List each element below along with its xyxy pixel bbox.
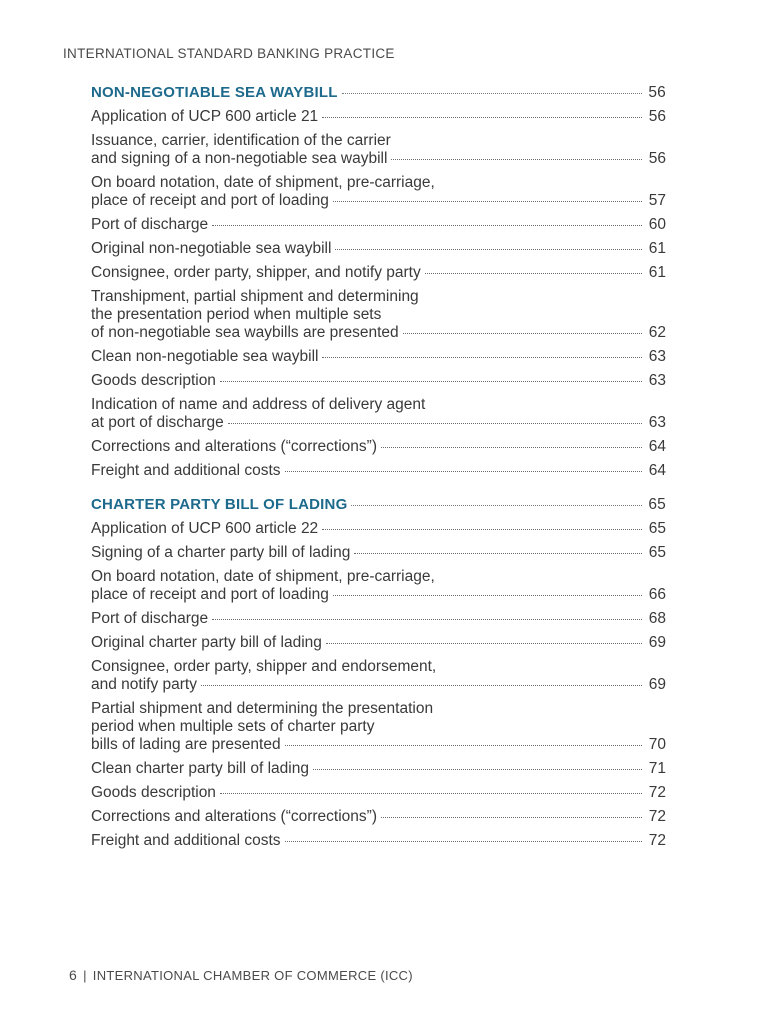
toc-entry [91,240,666,258]
toc-entry-text: Consignee, order party, shipper, and notify party [91,264,421,281]
toc-entry-text: and notify party [91,676,197,693]
toc-entry-text: Issuance, carrier, identification of the carrier [91,132,391,149]
toc-entry [91,760,666,778]
toc-page-number: 68 [648,610,666,627]
toc-entry-text: Signing of a charter party bill of lading [91,544,351,561]
toc-entry-text: Indication of name and address of delivery agent [91,396,426,413]
toc-entry-text: Application of UCP 600 article 21 [91,108,319,125]
toc-entry [91,264,666,282]
toc-entry [91,132,666,168]
toc-entry-text: Partial shipment and determining the presentation [91,700,434,717]
toc-entry-line [91,462,666,480]
toc-page-number: 61 [648,240,666,257]
toc-page-number: 63 [648,348,666,365]
dot-leader [354,553,642,554]
toc-entry-text: Application of UCP 600 article 22 [91,520,319,537]
toc-page-number: 70 [648,736,666,753]
running-header: INTERNATIONAL STANDARD BANKING PRACTICE [63,46,395,61]
toc-entry-line [91,240,666,258]
toc-page-number: 60 [648,216,666,233]
toc-page-number: 56 [648,84,666,101]
dot-leader [351,505,642,506]
toc-entry [91,108,666,126]
dot-leader [285,841,642,842]
toc-entry [91,568,666,604]
dot-leader [212,619,642,620]
toc-page-number: 63 [648,414,666,431]
toc-entry-text: the presentation period when multiple sets [91,306,382,323]
toc-entry [91,216,666,234]
toc-entry-text: Freight and additional costs [91,832,281,849]
toc-entry-text: Goods description [91,784,216,801]
dot-leader [201,685,642,686]
toc-page-number: 56 [648,150,666,167]
toc-entry-text: Transhipment, partial shipment and determining [91,288,419,305]
dot-leader [313,769,642,770]
toc-entry-line [91,108,666,126]
toc-entry [91,832,666,850]
dot-leader [335,249,642,250]
toc-entry [91,372,666,390]
toc-page-number: 69 [648,634,666,651]
toc-entry-text: at port of discharge [91,414,224,431]
toc-entry-text: Port of discharge [91,610,209,627]
dot-leader [403,333,642,334]
dot-leader [322,357,642,358]
toc-entry-text: and signing of a non-negotiable sea waybill [91,150,388,167]
toc-entry-text: On board notation, date of shipment, pre-carriage, [91,568,435,585]
toc-entry-line [91,150,666,168]
toc-entry-line [91,676,666,694]
toc-entry-text: period when multiple sets of charter party [91,718,375,735]
dot-leader [391,159,642,160]
toc-entry-text: Goods description [91,372,216,389]
toc-entry [91,658,666,694]
dot-leader [425,273,642,274]
toc-entry-text: NON-NEGOTIABLE SEA WAYBILL [91,84,338,101]
toc-page-number: 64 [648,462,666,479]
toc-entry-line [91,634,666,652]
toc-entry [91,544,666,562]
page-footer [69,967,413,983]
toc-entry-line [91,760,666,778]
footer-publisher: INTERNATIONAL CHAMBER OF COMMERCE (ICC) [92,968,413,983]
toc-entry-text: place of receipt and port of loading [91,192,329,209]
toc-page-number: 62 [648,324,666,341]
toc-entry-line [91,610,666,628]
toc-entry-line [91,216,666,234]
toc-entry-text: place of receipt and port of loading [91,586,329,603]
toc-entry [91,438,666,456]
dot-leader [333,595,642,596]
toc-entry-text: On board notation, date of shipment, pre-carriage, [91,174,435,191]
toc-entry-text: Original charter party bill of lading [91,634,322,651]
footer-separator: | [83,968,87,983]
toc-page-number: 57 [648,192,666,209]
toc-entry-text: Freight and additional costs [91,462,281,479]
toc-entry-line [91,586,666,604]
toc-page-number: 61 [648,264,666,281]
dot-leader [220,381,642,382]
table-of-contents [91,84,666,856]
toc-entry-text: Consignee, order party, shipper and endorsement, [91,658,437,675]
toc-page-number: 72 [648,808,666,825]
toc-entry-line [91,784,666,802]
toc-section-heading [91,84,666,102]
toc-entry [91,288,666,342]
dot-leader [381,817,642,818]
toc-entry-line [91,496,666,514]
dot-leader [228,423,642,424]
toc-page-number: 66 [648,586,666,603]
toc-entry-line [91,192,666,210]
toc-section-heading [91,496,666,514]
toc-entry-line [91,372,666,390]
dot-leader [220,793,642,794]
toc-entry-text: Clean charter party bill of lading [91,760,309,777]
toc-entry-line [91,414,666,432]
toc-entry [91,634,666,652]
toc-entry-line [91,544,666,562]
dot-leader [326,643,642,644]
toc-page-number: 69 [648,676,666,693]
toc-entry-line [91,832,666,850]
toc-page-number: 65 [648,544,666,561]
toc-entry-text: bills of lading are presented [91,736,281,753]
toc-page-number: 63 [648,372,666,389]
toc-page-number: 65 [648,520,666,537]
toc-entry-text: Clean non-negotiable sea waybill [91,348,319,365]
toc-entry [91,520,666,538]
dot-leader [285,745,642,746]
toc-entry-line [91,736,666,754]
dot-leader [322,529,642,530]
dot-leader [322,117,642,118]
toc-entry [91,700,666,754]
toc-page-number: 72 [648,784,666,801]
toc-entry-text: Original non-negotiable sea waybill [91,240,332,257]
dot-leader [381,447,642,448]
toc-page-number: 72 [648,832,666,849]
toc-entry-line [91,808,666,826]
dot-leader [333,201,642,202]
toc-entry [91,784,666,802]
toc-entry [91,610,666,628]
toc-entry-text: Corrections and alterations (“corrections”) [91,438,377,455]
toc-entry [91,808,666,826]
toc-entry-text: CHARTER PARTY BILL OF LADING [91,496,348,513]
toc-entry [91,396,666,432]
toc-entry [91,348,666,366]
toc-entry-text: of non-negotiable sea waybills are presented [91,324,399,341]
toc-entry-text: Port of discharge [91,216,209,233]
toc-entry-text: Corrections and alterations (“corrections”) [91,808,377,825]
toc-entry-line [91,438,666,456]
toc-page-number: 64 [648,438,666,455]
toc-page-number: 65 [648,496,666,513]
toc-entry-line [91,520,666,538]
toc-entry [91,462,666,480]
toc-entry-line [91,84,666,102]
toc-page-number: 71 [648,760,666,777]
toc-entry-line [91,348,666,366]
dot-leader [342,93,642,94]
dot-leader [285,471,642,472]
toc-page-number: 56 [648,108,666,125]
dot-leader [212,225,642,226]
toc-entry-line [91,264,666,282]
toc-entry [91,174,666,210]
toc-entry-line [91,324,666,342]
page-number: 6 [69,967,78,983]
